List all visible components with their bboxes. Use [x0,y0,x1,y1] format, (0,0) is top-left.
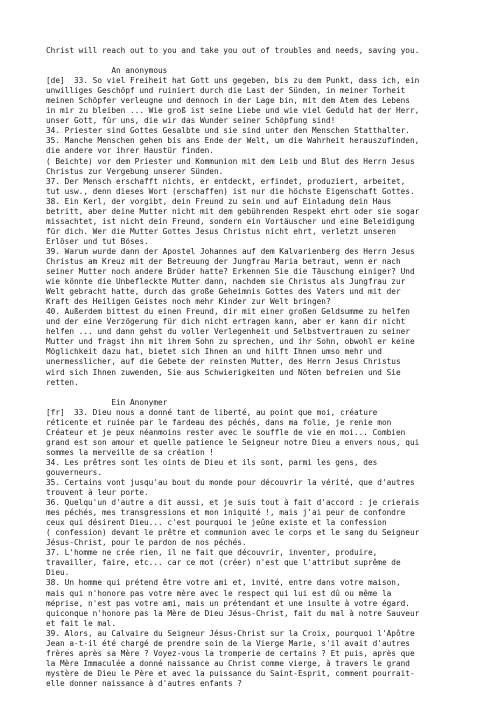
text-line: et fait le mal. [46,618,116,628]
text-line: [de] 33. So viel Freiheit hat Gott uns gegeben, bis zu dem Punkt, dass ich, ein [46,76,420,86]
document-body [46,46,466,689]
text-line: tut usw., denn dieses Wort (erschaffen) ist nur die höchste Eigenschaft Gottes. [46,186,415,196]
text-line: unermesslicher, auf die Gebete der reinsten Mutter, des Herrn Jesus Christus [46,357,401,367]
text-line: Jésus-Christ, pour le pardon de nos péchés. [46,538,247,548]
text-line: in mir zu bleiben ... Wie groß ist seine Liebe und wie viel Geduld hat der Herr, [46,106,420,116]
text-line: trouvent à leur porte. [46,488,149,498]
text-line: 37. L'homme ne crée rien, il ne fait que découvrir, inventer, produire, [46,548,378,558]
text-line: und der eine Verzögerung für dich nicht ertragen kann, aber er kann dir nicht [46,317,406,327]
text-line: frères après sa Mère ? Voyez-vous la tromperie de certains ? Et puis, après que [46,648,415,658]
text-line: helfen ... und dann gehst du voller Verlegenheit und Selbstvertrauen zu seiner [46,327,410,337]
text-line: Dieu. [46,568,70,578]
text-line: Welt gebracht hatte, durch das große Geheimnis Gottes des Vaters und mit der [46,287,401,297]
text-line: wird sich Ihnen zuwenden, Sie aus Schwierigkeiten und Nöten befreien und Sie [46,367,401,377]
text-line: gouverneurs. [46,467,102,477]
text-line: réticente et ruinée par le fardeau des péchés, dans ma folie, je renie mon [46,417,392,427]
text-line: ( Beichte) vor dem Priester und Kommunion mit dem Leib und Blut des Herrn Jesus [46,156,415,166]
text-line: elle donner naissance à d'autres enfants ? [46,678,242,688]
text-line: 35. Manche Menschen gehen bis ans Ende der Welt, um die Wahrheit herauszufinden, [46,136,420,146]
text-line: 34. Priester sind Gottes Gesalbte und sie sind unter den Menschen Statthalter. [46,126,410,136]
text-line: mystère de Dieu le Père et avec la puissance du Saint-Esprit, comment pourrait- [46,668,415,678]
text-line: unwilliges Geschöpf und ruiniert durch die Last der Sünden, in meiner Torheit [46,86,406,96]
text-line: 34. Les prêtres sont les oints de Dieu et ils sont, parmi les gens, des [46,457,378,467]
text-line: [fr] 33. Dieu nous a donné tant de liberté, au point que moi, créature [46,407,378,417]
text-line: wie könnte die Unbefleckte Mutter dann, nachdem sie Christus als Jungfrau zur [46,277,406,287]
text-line: Christ will reach out to you and take you out of troubles and needs, saving you. [46,46,420,55]
blank-line [46,388,466,398]
text-line: unser Gott, für uns, die wir das Wunder seiner Schöpfung sind! [46,116,336,126]
text-line: An anonymous [46,66,168,76]
text-line: 35. Certains vont jusqu'au bout du monde pour découvrir la vérité, que d'autres [46,478,415,488]
text-line: missachtet, ist nicht dein Freund, sondern ein Vortäuscher und eine Beleidigung [46,216,415,226]
text-line: mes péchés, mes transgressions et mon iniquité !, mais j'ai peur de confondre [46,508,406,518]
text-line: Créateur et je peux néanmoins rester avec le souffle de vie en moi... Combien [46,427,406,437]
text-line: ceux qui désirent Dieu... c'est pourquoi le jeûne existe et la confession [46,518,387,528]
text-line: Kraft des Heiligen Geistes noch mehr Kinder zur Welt bringen? [46,297,331,307]
text-line: 40. Außerdem bittest du einen Freund, dir mit einer großen Geldsumme zu helfen [46,307,410,317]
blank-line [46,56,466,66]
text-line: travailler, faire, etc... car ce mot (créer) n'est que l'attribut suprême de [46,558,401,568]
text-line: die andere vor ihrer Haustür finden. [46,146,214,156]
text-line: 39. Alors, au Calvaire du Seigneur Jésus-Christ sur la Croix, pourquoi l'Apôtre [46,628,415,638]
text-line: Christus zur Vergebung unserer Sünden. [46,166,224,176]
text-line: Möglichkeit dazu hat, bietet sich Ihnen an und hilft Ihnen umso mehr und [46,347,382,357]
text-line: la Mère Immaculée a donné naissance au Christ comme vierge, à travers le grand [46,658,410,668]
text-line: seiner Mutter noch andere Brüder hatte? Erkennen Sie die Täuschung einiger? Und [46,267,415,277]
text-line: für dich. Wer die Mutter Gottes Jesus Christus nicht ehrt, verletzt unseren [46,226,396,236]
text-line: mais qui n'honore pas votre mère avec le respect qui lui est dû ou même la [46,588,392,598]
text-line: Christus am Kreuz mit der Betreuung der Jungfrau Maria betraut, wenn er nach [46,256,401,266]
text-line: méprise, n'est pas votre ami, mais un prétendant et une insulte à votre égard. [46,598,410,608]
text-line: ( confession) devant le prêtre et communion avec le corps et le sang du Seigneur [46,528,420,538]
text-line: betritt, aber deine Mutter nicht mit dem gebührenden Respekt ehrt oder sie sogar [46,206,420,216]
text-line: Jean a-t-il été chargé de prendre soin de la Vierge Marie, s'il avait d'autres [46,638,410,648]
text-line: Mutter und fragst ihn mit ihrem Sohn zu sprechen, und ihr Sohn, obwohl er keine [46,337,415,347]
text-line: 38. Ein Kerl, der vorgibt, dein Freund zu sein und auf Einladung dein Haus [46,196,392,206]
text-line: meinen Schöpfer verleugne und dennoch in der Lage bin, mit dem Atem des Lebens [46,96,410,106]
text-line: retten. [46,377,79,387]
text-line: grand est son amour et quelle patience le Seigneur notre Dieu a envers nous, qui [46,437,420,447]
text-line: quiconque n'honore pas la Mère de Dieu Jésus-Christ, fait du mal à notre Sauveur [46,608,420,618]
text-line: 39. Warum wurde dann der Apostel Johannes auf dem Kalvarienberg des Herrn Jesus [46,246,415,256]
text-line: 36. Quelqu'un d'autre a dit aussi, et je suis tout à fait d'accord : je crierais [46,498,420,508]
text-line: Ein Anonymer [46,397,168,407]
text-line: 37. Der Mensch erschafft nichts, er entdeckt, erfindet, produziert, arbeitet, [46,176,406,186]
text-line: sommes la merveille de sa création ! [46,447,214,457]
text-line: Erlöser und tut Böses. [46,236,149,246]
text-line: 38. Un homme qui prétend être votre ami et, invité, entre dans votre maison, [46,578,401,588]
